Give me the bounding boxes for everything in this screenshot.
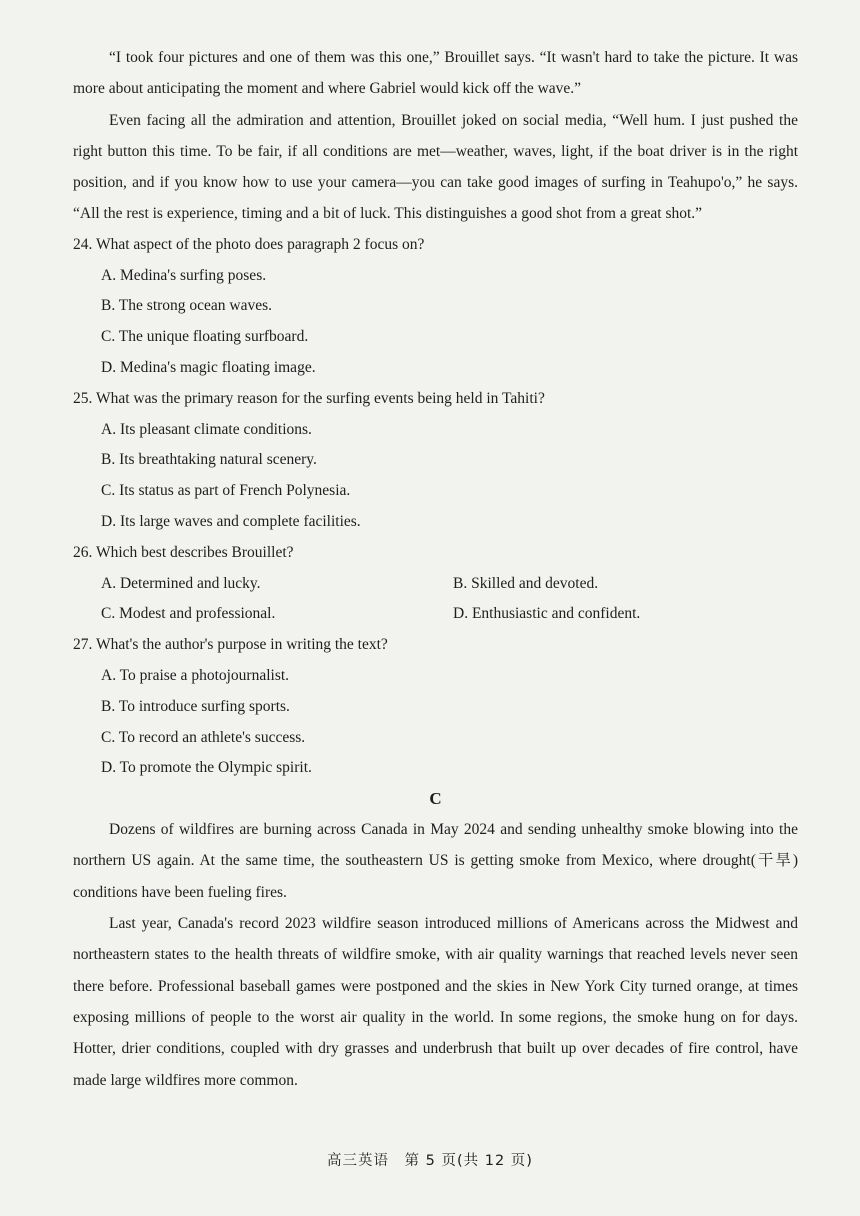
passage-c-paragraph-2: Last year, Canada's record 2023 wildfire season introduced millions of Americans across the Midwest and northeastern states to the health threats of wildfire smoke, with air quality warnings that reached levels never seen there before. Professional baseball games were postponed and the skies in New York City turned orange, at times exposing millions of people to the worst air quality in the world. In some regions, the smoke hung on for days. Hotter, drier conditions, coupled with dry grasses and underbrush that built up over decades of fire control, have made large wildfires more common. — [73, 915, 798, 1089]
option-d: D. Its large waves and complete facilities. — [101, 512, 361, 530]
question-26 — [73, 538, 798, 630]
question-stem: 26. Which best describes Brouillet? — [73, 543, 294, 561]
options-row-2 — [101, 599, 798, 630]
passage-b-paragraph-1: “I took four pictures and one of them was this one,” Brouillet says. “It wasn't hard to take the picture. It was more about anticipating the moment and where Gabriel would kick off the wave.” — [73, 49, 798, 98]
option-c: C. To record an athlete's success. — [101, 728, 306, 746]
option-c: C. The unique floating surfboard. — [101, 328, 309, 346]
option-d: D. Enthusiastic and confident. — [453, 605, 641, 623]
option-a: A. To praise a photojournalist. — [101, 666, 290, 684]
question-27 — [73, 630, 798, 784]
option-a: A. Determined and lucky. — [101, 574, 261, 592]
option-c: C. Modest and professional. — [101, 605, 276, 623]
question-24 — [73, 230, 798, 384]
question-stem: 24. What aspect of the photo does paragraph 2 focus on? — [73, 235, 425, 253]
option-a: A. Its pleasant climate conditions. — [101, 420, 312, 438]
option-d: D. To promote the Olympic spirit. — [101, 759, 312, 777]
section-heading: C — [429, 789, 442, 809]
passage-b-paragraph-2: Even facing all the admiration and attention, Brouillet joked on social media, “Well hum. I just pushed the right button this time. To be fair, if all conditions are met—weather, waves, light, if the boat driver is in the right position, and if you know how to use your camera—you can take good images of surfing in Teahupo'o,” he says. “All the rest is experience, timing and a bit of luck. This distinguishes a good shot from a great shot.” — [73, 111, 798, 223]
passage-c-paragraph-1: Dozens of wildfires are burning across Canada in May 2024 and sending unhealthy smoke blowing into the northern US again. At the same time, the southeastern US is getting smoke from Mexico, where drought(干旱) conditions have been fueling fires. — [73, 821, 798, 901]
option-a: A. Medina's surfing poses. — [101, 266, 267, 284]
options-row-1 — [101, 569, 798, 600]
option-b: B. Its breathtaking natural scenery. — [101, 451, 317, 469]
question-stem: 27. What's the author's purpose in writing the text? — [73, 636, 388, 654]
question-25 — [73, 384, 798, 538]
option-b: B. The strong ocean waves. — [101, 297, 273, 315]
option-b: B. Skilled and devoted. — [453, 574, 599, 592]
option-b: B. To introduce surfing sports. — [101, 697, 290, 715]
option-d: D. Medina's magic floating image. — [101, 358, 316, 376]
option-c: C. Its status as part of French Polynesia. — [101, 482, 351, 500]
question-stem: 25. What was the primary reason for the surfing events being held in Tahiti? — [73, 389, 545, 407]
page-footer: 高三英语 第 5 页(共 12 页) — [327, 1153, 533, 1169]
